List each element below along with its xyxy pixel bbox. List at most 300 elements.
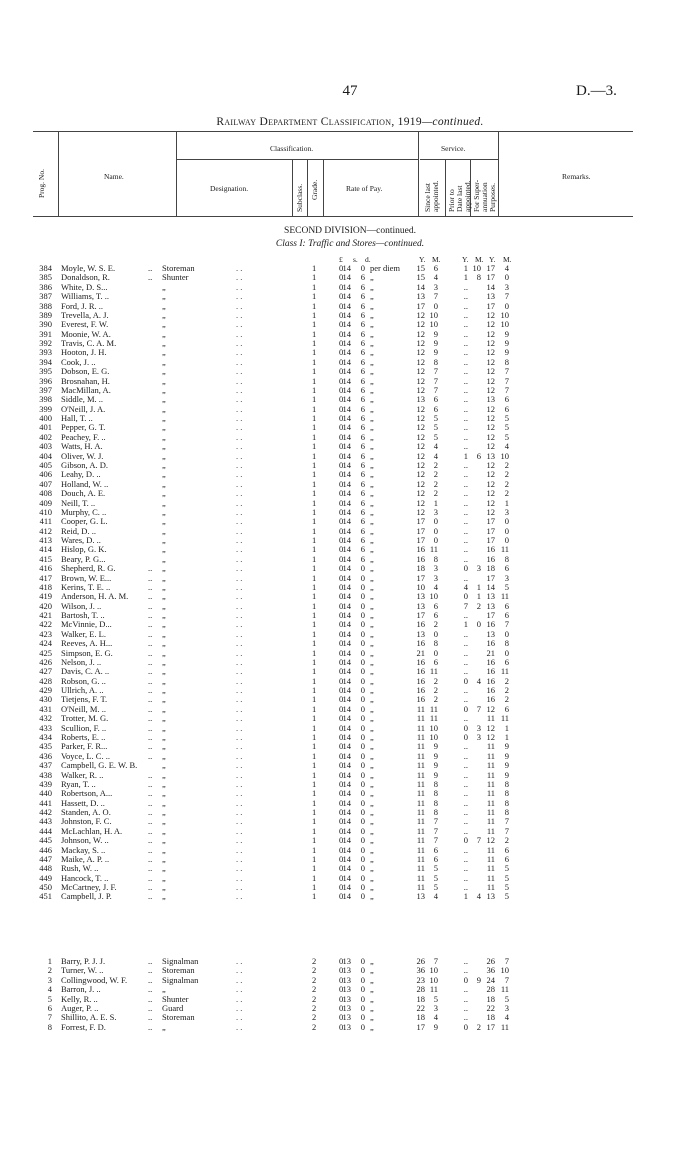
cell-super-years: 11 <box>486 807 495 818</box>
cell-pay-pounds: 0 <box>339 375 344 386</box>
cell-pay-shillings: 14 <box>342 394 351 405</box>
cell-name: Douch, A. E. <box>61 488 106 499</box>
cell-super-months: 6 <box>504 703 509 714</box>
cell-subclass: 1 <box>312 366 317 377</box>
cell-pay-pence: 0 <box>360 675 365 686</box>
cell-pay-pence: 0 <box>360 600 365 611</box>
cell-since-last-years: 17 <box>416 535 425 546</box>
cell-leader-dots: . . <box>236 835 243 846</box>
cell-leader-dots: . . <box>236 882 243 893</box>
cell-prog-no: 414 <box>39 544 52 555</box>
cell-since-last-months: 10 <box>429 732 438 742</box>
cell-super-months: 4 <box>504 1012 509 1023</box>
cell-super-years: 11 <box>486 853 495 864</box>
cell-since-last-years: 11 <box>416 760 425 771</box>
cell-pay-period: „ <box>370 974 374 985</box>
cell-pay-period: „ <box>370 694 374 705</box>
cell-name-dots: .. <box>148 563 153 574</box>
cell-since-last-years: 12 <box>416 309 425 320</box>
cell-prior-years: .. <box>463 488 468 499</box>
cell-pay-pence: 6 <box>360 403 365 414</box>
cell-pay-period: „ <box>370 356 374 367</box>
cell-pay-shillings: 14 <box>342 488 351 499</box>
cell-pay-period: „ <box>370 459 374 470</box>
cell-subclass: 1 <box>312 469 317 480</box>
cell-since-last-months: 6 <box>433 600 438 611</box>
cell-super-years: 12 <box>486 497 495 508</box>
cell-name-dots: .. <box>148 993 153 1004</box>
cell-since-last-years: 11 <box>416 853 425 864</box>
cell-subclass: 1 <box>312 675 317 686</box>
cell-pay-pence: 0 <box>360 778 365 789</box>
cell-since-last-months: 7 <box>433 835 438 846</box>
cell-prog-no: 431 <box>39 703 52 714</box>
cell-prior-years: .. <box>463 666 468 677</box>
cell-name-dots: .. <box>148 600 153 611</box>
cell-name-dots: .. <box>148 769 153 780</box>
cell-pay-shillings: 14 <box>342 656 351 667</box>
cell-pay-pence: 6 <box>360 506 365 517</box>
cell-prog-no: 387 <box>39 291 52 302</box>
cell-leader-dots: . . <box>236 497 243 508</box>
cell-since-last-years: 12 <box>416 366 425 377</box>
cell-prior-years: 0 <box>463 675 468 686</box>
cell-subclass: 1 <box>312 572 317 583</box>
cell-since-last-years: 13 <box>416 291 425 302</box>
cell-pay-pounds: 0 <box>339 882 344 893</box>
cell-designation: „ <box>162 797 166 808</box>
cell-pay-shillings: 14 <box>342 694 351 705</box>
cell-name: Reeves, A. H... <box>61 638 113 649</box>
cell-name: Turner, W. .. <box>61 965 104 976</box>
cell-pay-shillings: 14 <box>342 375 351 386</box>
cell-pay-pounds: 0 <box>339 619 344 630</box>
cell-designation: „ <box>162 506 166 517</box>
cell-pay-pence: 6 <box>360 347 365 358</box>
cell-pay-pence: 6 <box>360 516 365 527</box>
cell-prog-no: 430 <box>39 694 52 705</box>
cell-designation: „ <box>162 319 166 330</box>
cell-super-months: 9 <box>504 750 509 761</box>
title-main: Railway Department Classification, 1919 <box>216 116 422 128</box>
cell-name: Oliver, W. J. <box>61 450 104 461</box>
cell-prior-years: .. <box>463 863 468 874</box>
cell-prog-no: 440 <box>39 788 52 799</box>
cell-name-dots: .. <box>148 732 153 742</box>
cell-prog-no: 413 <box>39 535 52 546</box>
cell-super-years: 18 <box>486 563 495 574</box>
cell-name: Johnson, W. .. <box>61 835 109 846</box>
cell-super-years: 12 <box>486 459 495 470</box>
cell-leader-dots: . . <box>236 750 243 761</box>
cell-pay-shillings: 14 <box>342 356 351 367</box>
cell-prior-years: .. <box>463 816 468 827</box>
cell-pay-pounds: 0 <box>339 572 344 583</box>
cell-designation: „ <box>162 338 166 349</box>
cell-prog-no: 398 <box>39 394 52 405</box>
cell-pay-pounds: 0 <box>339 891 344 902</box>
cell-name: Forrest, F. D. <box>61 1021 106 1032</box>
cell-pay-period: „ <box>370 441 374 452</box>
cell-pay-period: „ <box>370 1002 374 1013</box>
cell-pay-period: „ <box>370 610 374 621</box>
cell-super-years: 36 <box>486 965 495 976</box>
cell-super-years: 11 <box>486 816 495 827</box>
cell-leader-dots: . . <box>236 891 243 902</box>
cell-name: McCartney, J. F. <box>61 882 117 893</box>
cell-leader-dots: . . <box>236 760 243 771</box>
cell-super-years: 11 <box>486 825 495 836</box>
cell-super-months: 11 <box>500 544 509 555</box>
cell-since-last-years: 11 <box>416 722 425 733</box>
cell-subclass: 1 <box>312 853 317 864</box>
cell-super-years: 17 <box>486 300 495 311</box>
cell-prior-years: 1 <box>463 619 468 630</box>
cell-super-years: 14 <box>486 281 495 292</box>
cell-leader-dots: . . <box>236 638 243 649</box>
cell-since-last-years: 16 <box>416 694 425 705</box>
cell-pay-pounds: 0 <box>339 703 344 714</box>
cell-since-last-months: 10 <box>429 965 438 976</box>
cell-super-years: 17 <box>486 535 495 546</box>
unit-pounds: £ <box>339 255 343 264</box>
cell-name: Hall, T. .. <box>61 413 93 424</box>
cell-prior-years: 0 <box>463 732 468 742</box>
cell-pay-shillings: 14 <box>342 844 351 855</box>
cell-since-last-years: 12 <box>416 488 425 499</box>
cell-prior-years: .. <box>463 628 468 639</box>
cell-leader-dots: . . <box>236 356 243 367</box>
cell-prior-years: .. <box>463 309 468 320</box>
cell-super-months: 2 <box>504 694 509 705</box>
cell-pay-shillings: 14 <box>342 853 351 864</box>
cell-super-months: 11 <box>500 713 509 724</box>
cell-pay-pounds: 0 <box>339 347 344 358</box>
cell-pay-period: „ <box>370 656 374 667</box>
cell-pay-pounds: 0 <box>339 281 344 292</box>
cell-since-last-months: 7 <box>433 366 438 377</box>
cell-since-last-months: 6 <box>433 610 438 621</box>
cell-pay-pounds: 0 <box>339 675 344 686</box>
cell-pay-period: „ <box>370 403 374 414</box>
cell-pay-period: „ <box>370 816 374 827</box>
cell-prior-years: .. <box>463 572 468 583</box>
cell-pay-pounds: 0 <box>339 722 344 733</box>
cell-super-years: 28 <box>486 984 495 995</box>
cell-leader-dots: . . <box>236 778 243 789</box>
title-continued: —continued. <box>421 116 484 128</box>
cell-prior-years: .. <box>463 769 468 780</box>
cell-since-last-years: 12 <box>416 319 425 330</box>
cell-pay-pounds: 0 <box>339 778 344 789</box>
cell-leader-dots: . . <box>236 328 243 339</box>
cell-pay-period: „ <box>370 732 374 742</box>
cell-designation: „ <box>162 413 166 424</box>
cell-name: Hooton, J. H. <box>61 347 107 358</box>
cell-prior-years: .. <box>463 375 468 386</box>
cell-pay-pounds: 0 <box>339 413 344 424</box>
cell-super-months: 3 <box>504 506 509 517</box>
cell-pay-pence: 6 <box>360 328 365 339</box>
cell-pay-shillings: 14 <box>342 459 351 470</box>
cell-pay-pence: 6 <box>360 478 365 489</box>
cell-prior-years: .. <box>463 394 468 405</box>
cell-designation: „ <box>162 610 166 621</box>
cell-prior-months: 2 <box>476 1021 481 1032</box>
cell-pay-period: „ <box>370 384 374 395</box>
cell-super-years: 12 <box>486 506 495 517</box>
cell-super-years: 18 <box>486 993 495 1004</box>
cell-pay-pence: 6 <box>360 459 365 470</box>
cell-pay-pence: 0 <box>360 882 365 893</box>
cell-pay-pounds: 0 <box>339 984 344 995</box>
cell-super-years: 17 <box>486 272 495 283</box>
cell-prog-no: 428 <box>39 675 52 686</box>
cell-pay-shillings: 14 <box>342 647 351 658</box>
cell-pay-period: „ <box>370 853 374 864</box>
cell-prior-years: .. <box>463 356 468 367</box>
cell-since-last-years: 16 <box>416 619 425 630</box>
cell-since-last-years: 17 <box>416 300 425 311</box>
cell-subclass: 1 <box>312 732 317 742</box>
page-title <box>0 116 700 128</box>
cell-subclass: 1 <box>312 825 317 836</box>
cell-pay-shillings: 14 <box>342 760 351 771</box>
cell-leader-dots: . . <box>236 722 243 733</box>
cell-pay-shillings: 14 <box>342 891 351 902</box>
cell-super-months: 9 <box>504 760 509 771</box>
cell-prior-years: .. <box>463 807 468 818</box>
cell-prior-years: .. <box>463 713 468 724</box>
cell-super-months: 5 <box>504 413 509 424</box>
cell-designation: „ <box>162 984 166 995</box>
cell-prog-no: 410 <box>39 506 52 517</box>
cell-pay-shillings: 13 <box>342 956 351 966</box>
cell-pay-shillings: 14 <box>342 788 351 799</box>
cell-prog-no: 8 <box>47 1021 52 1032</box>
unit-months-1: M. <box>432 255 441 264</box>
cell-leader-dots: . . <box>236 956 243 966</box>
cell-super-months: 8 <box>504 553 509 564</box>
cell-prog-no: 420 <box>39 600 52 611</box>
cell-name: Davis, C. A. .. <box>61 666 110 677</box>
cell-pay-shillings: 14 <box>342 563 351 574</box>
cell-prior-years: .. <box>463 347 468 358</box>
cell-prog-no: 418 <box>39 581 52 592</box>
cell-subclass: 1 <box>312 872 317 883</box>
cell-subclass: 1 <box>312 882 317 893</box>
cell-since-last-years: 12 <box>416 431 425 442</box>
cell-leader-dots: . . <box>236 732 243 742</box>
cell-pay-shillings: 14 <box>342 807 351 818</box>
cell-prog-no: 447 <box>39 853 52 864</box>
cell-name: O'Neill, M. .. <box>61 703 106 714</box>
cell-prog-no: 439 <box>39 778 52 789</box>
cell-since-last-months: 4 <box>433 272 438 283</box>
cell-pay-shillings: 14 <box>342 713 351 724</box>
cell-pay-pence: 0 <box>360 974 365 985</box>
cell-pay-pounds: 0 <box>339 328 344 339</box>
cell-pay-pounds: 0 <box>339 581 344 592</box>
cell-pay-pence: 0 <box>360 984 365 995</box>
cell-leader-dots: . . <box>236 610 243 621</box>
cell-super-months: 8 <box>504 356 509 367</box>
cell-pay-pounds: 0 <box>339 450 344 461</box>
cell-prog-no: 435 <box>39 741 52 752</box>
cell-designation: „ <box>162 807 166 818</box>
cell-name: White, D. S... <box>61 281 108 292</box>
cell-leader-dots: . . <box>236 1012 243 1023</box>
cell-pay-shillings: 14 <box>342 469 351 480</box>
cell-prior-years: .. <box>463 647 468 658</box>
cell-prog-no: 443 <box>39 816 52 827</box>
cell-designation: „ <box>162 450 166 461</box>
cell-leader-dots: . . <box>236 553 243 564</box>
cell-name: Beary, P. G... <box>61 553 106 564</box>
cell-pay-period: „ <box>370 347 374 358</box>
cell-prior-years: .. <box>463 328 468 339</box>
cell-name: Wares, D. .. <box>61 535 101 546</box>
cell-pay-shillings: 14 <box>342 638 351 649</box>
cell-super-months: 0 <box>504 647 509 658</box>
cell-pay-shillings: 14 <box>342 309 351 320</box>
header-classification: Classification. <box>270 144 314 153</box>
cell-pay-pounds: 0 <box>339 807 344 818</box>
cell-name: Johnston, F. C. <box>61 816 112 827</box>
cell-pay-pence: 0 <box>360 788 365 799</box>
cell-name: Roberts, E. .. <box>61 732 106 742</box>
cell-leader-dots: . . <box>236 413 243 424</box>
cell-prior-months: 2 <box>476 600 481 611</box>
cell-super-years: 17 <box>486 263 495 273</box>
cell-super-years: 13 <box>486 450 495 461</box>
cell-name: Simpson, E. G. <box>61 647 113 658</box>
cell-since-last-months: 3 <box>433 1002 438 1013</box>
cell-pay-period: „ <box>370 272 374 283</box>
cell-pay-pounds: 0 <box>339 300 344 311</box>
division-heading: SECOND DIVISION—continued. <box>284 226 416 236</box>
cell-pay-shillings: 14 <box>342 882 351 893</box>
col-divider-6 <box>418 131 419 216</box>
cell-name: Cook, J. .. <box>61 356 96 367</box>
cell-prior-years: .. <box>463 797 468 808</box>
cell-prior-months: 0 <box>476 619 481 630</box>
cell-name: Walker, R. .. <box>61 769 104 780</box>
cell-leader-dots: . . <box>236 993 243 1004</box>
cell-pay-shillings: 14 <box>342 553 351 564</box>
cell-since-last-years: 14 <box>416 281 425 292</box>
cell-prog-no: 400 <box>39 413 52 424</box>
cell-since-last-months: 3 <box>433 506 438 517</box>
cell-pay-shillings: 14 <box>342 732 351 742</box>
cell-since-last-years: 11 <box>416 844 425 855</box>
cell-pay-pounds: 0 <box>339 965 344 976</box>
cell-since-last-years: 11 <box>416 713 425 724</box>
cell-designation: „ <box>162 844 166 855</box>
cell-super-years: 16 <box>486 544 495 555</box>
cell-super-months: 6 <box>504 610 509 621</box>
cell-subclass: 1 <box>312 291 317 302</box>
cell-super-years: 26 <box>486 956 495 966</box>
cell-super-months: 6 <box>504 853 509 864</box>
cell-name: Robson, G. .. <box>61 675 106 686</box>
cell-designation: „ <box>162 431 166 442</box>
cell-pay-pounds: 0 <box>339 797 344 808</box>
cell-prior-years: .. <box>463 403 468 414</box>
document-reference: D.—3. <box>576 83 617 99</box>
cell-pay-period: „ <box>370 778 374 789</box>
cell-name: Reid, D. .. <box>61 525 96 536</box>
cell-subclass: 1 <box>312 563 317 574</box>
cell-designation: „ <box>162 347 166 358</box>
cell-pay-pence: 0 <box>360 656 365 667</box>
cell-prior-years: .. <box>463 497 468 508</box>
cell-designation: „ <box>162 497 166 508</box>
cell-name-dots: .. <box>148 1021 153 1032</box>
cell-name: Campbell, G. E. W. B. <box>61 760 138 771</box>
cell-since-last-years: 11 <box>416 778 425 789</box>
cell-pay-period: „ <box>370 1012 374 1023</box>
cell-prior-years: .. <box>463 338 468 349</box>
cell-prior-months: 3 <box>476 722 481 733</box>
cell-subclass: 1 <box>312 488 317 499</box>
cell-name-dots: .. <box>148 956 153 966</box>
unit-pence: d. <box>365 255 371 264</box>
cell-prog-no: 444 <box>39 825 52 836</box>
cell-name: Trevella, A. J. <box>61 309 109 320</box>
cell-designation: „ <box>162 750 166 761</box>
cell-pay-pounds: 0 <box>339 422 344 433</box>
cell-pay-pence: 6 <box>360 441 365 452</box>
cell-super-years: 12 <box>486 356 495 367</box>
cell-since-last-years: 11 <box>416 732 425 742</box>
cell-pay-pence: 0 <box>360 741 365 752</box>
header-prog-no: Prog. No. <box>37 169 46 198</box>
cell-super-years: 12 <box>486 835 495 846</box>
cell-super-years: 16 <box>486 656 495 667</box>
cell-prior-months: 4 <box>476 675 481 686</box>
cell-pay-pounds: 0 <box>339 384 344 395</box>
cell-super-months: 6 <box>504 403 509 414</box>
cell-prior-years: .. <box>463 535 468 546</box>
cell-prog-no: 436 <box>39 750 52 761</box>
cell-name-dots: .. <box>148 666 153 677</box>
cell-prior-months: 1 <box>476 591 481 602</box>
cell-pay-shillings: 14 <box>342 291 351 302</box>
cell-super-years: 11 <box>486 750 495 761</box>
cell-since-last-years: 26 <box>416 956 425 966</box>
cell-leader-dots: . . <box>236 703 243 714</box>
cell-prior-years: 1 <box>463 272 468 283</box>
cell-prog-no: 419 <box>39 591 52 602</box>
cell-prog-no: 2 <box>47 965 52 976</box>
cell-name-dots: .. <box>148 638 153 649</box>
cell-pay-pounds: 0 <box>339 769 344 780</box>
cell-pay-period: „ <box>370 797 374 808</box>
cell-pay-pounds: 0 <box>339 788 344 799</box>
cell-pay-period: „ <box>370 394 374 405</box>
cell-pay-shillings: 14 <box>342 685 351 696</box>
cell-since-last-years: 12 <box>416 497 425 508</box>
cell-since-last-months: 9 <box>433 769 438 780</box>
cell-name-dots: .. <box>148 610 153 621</box>
cell-prog-no: 451 <box>39 891 52 902</box>
cell-pay-period: „ <box>370 506 374 517</box>
cell-pay-period: „ <box>370 750 374 761</box>
cell-super-months: 5 <box>504 431 509 442</box>
cell-pay-pence: 0 <box>360 581 365 592</box>
cell-pay-shillings: 14 <box>342 816 351 827</box>
